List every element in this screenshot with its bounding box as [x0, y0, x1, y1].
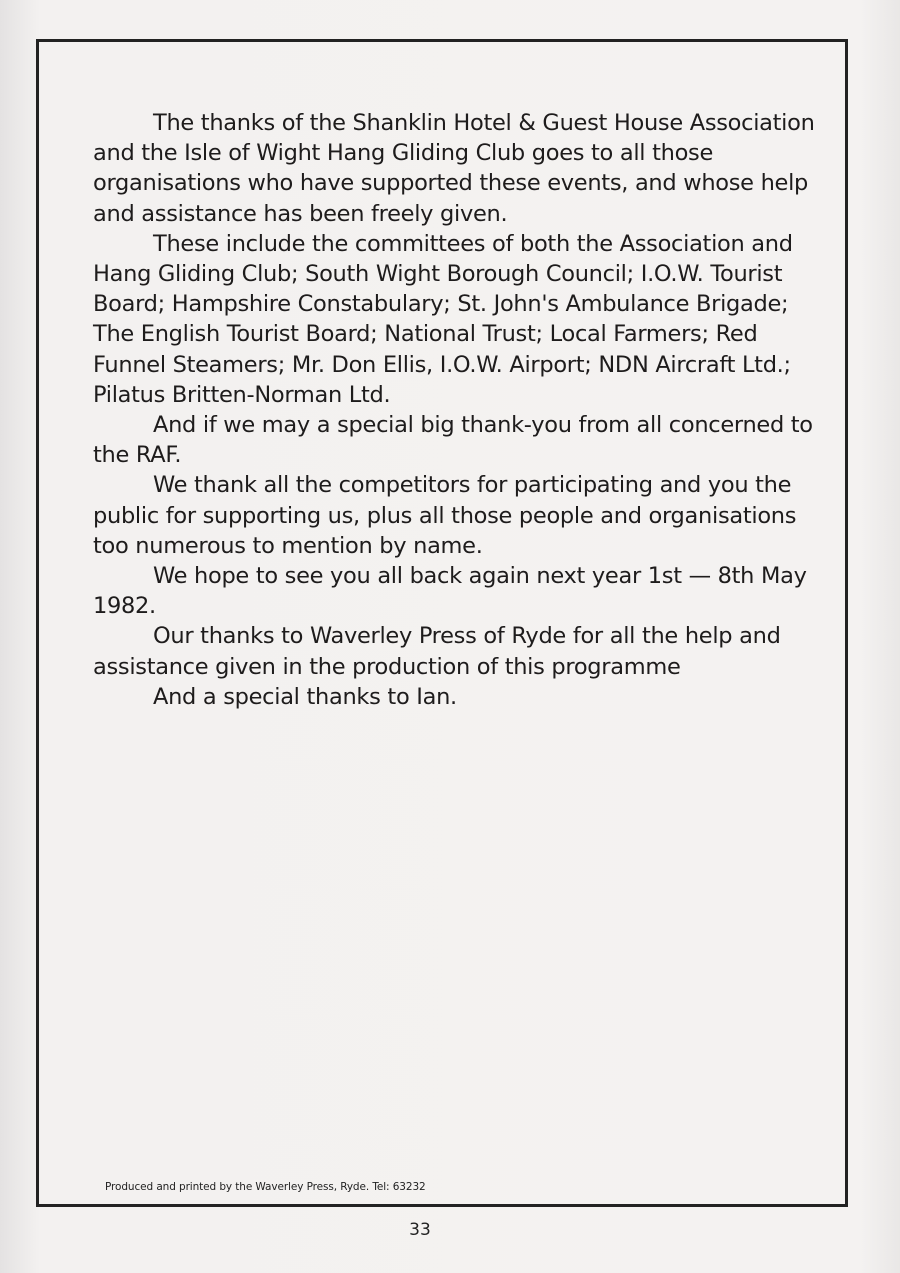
content-border [36, 39, 848, 1207]
paragraph-1: The thanks of the Shanklin Hotel & Guest House Association and the Isle of Wight Hang Gliding Club goes to all those organisations who have supported these events, and whose help and assistance has been freely given. [93, 110, 815, 227]
paragraph-6: Our thanks to Waverley Press of Ryde for all the help and assistance given in the production of this programme [93, 623, 781, 680]
paragraph-5: We hope to see you all back again next year 1st — 8th May 1982. [93, 563, 807, 620]
paragraph-7: And a special thanks to Ian. [153, 683, 457, 710]
paragraph-3: And if we may a special big thank-you from all concerned to the RAF. [93, 412, 813, 469]
paragraph-4: We thank all the competitors for participating and you the public for supporting us, plus all those people and organisations too numerous to mention by name. [93, 472, 797, 559]
printer-credit: Produced and printed by the Waverley Press, Ryde. Tel: 63232 [105, 1181, 426, 1193]
paragraph-2: These include the committees of both the Association and Hang Gliding Club; South Wight Borough Council; I.O.W. Tourist Board; Hampshire Constabulary; St. John's Ambulance Brigade; The English Tourist Board; National Trust; Local Farmers; Red Funnel Steamers; Mr. Don Ellis, I.O.W. Airport; NDN Aircraft Ltd.; Pilatus Britten-Norman Ltd. [93, 230, 793, 408]
page-number: 33 [409, 1220, 431, 1240]
thanks-text-block [93, 108, 833, 712]
